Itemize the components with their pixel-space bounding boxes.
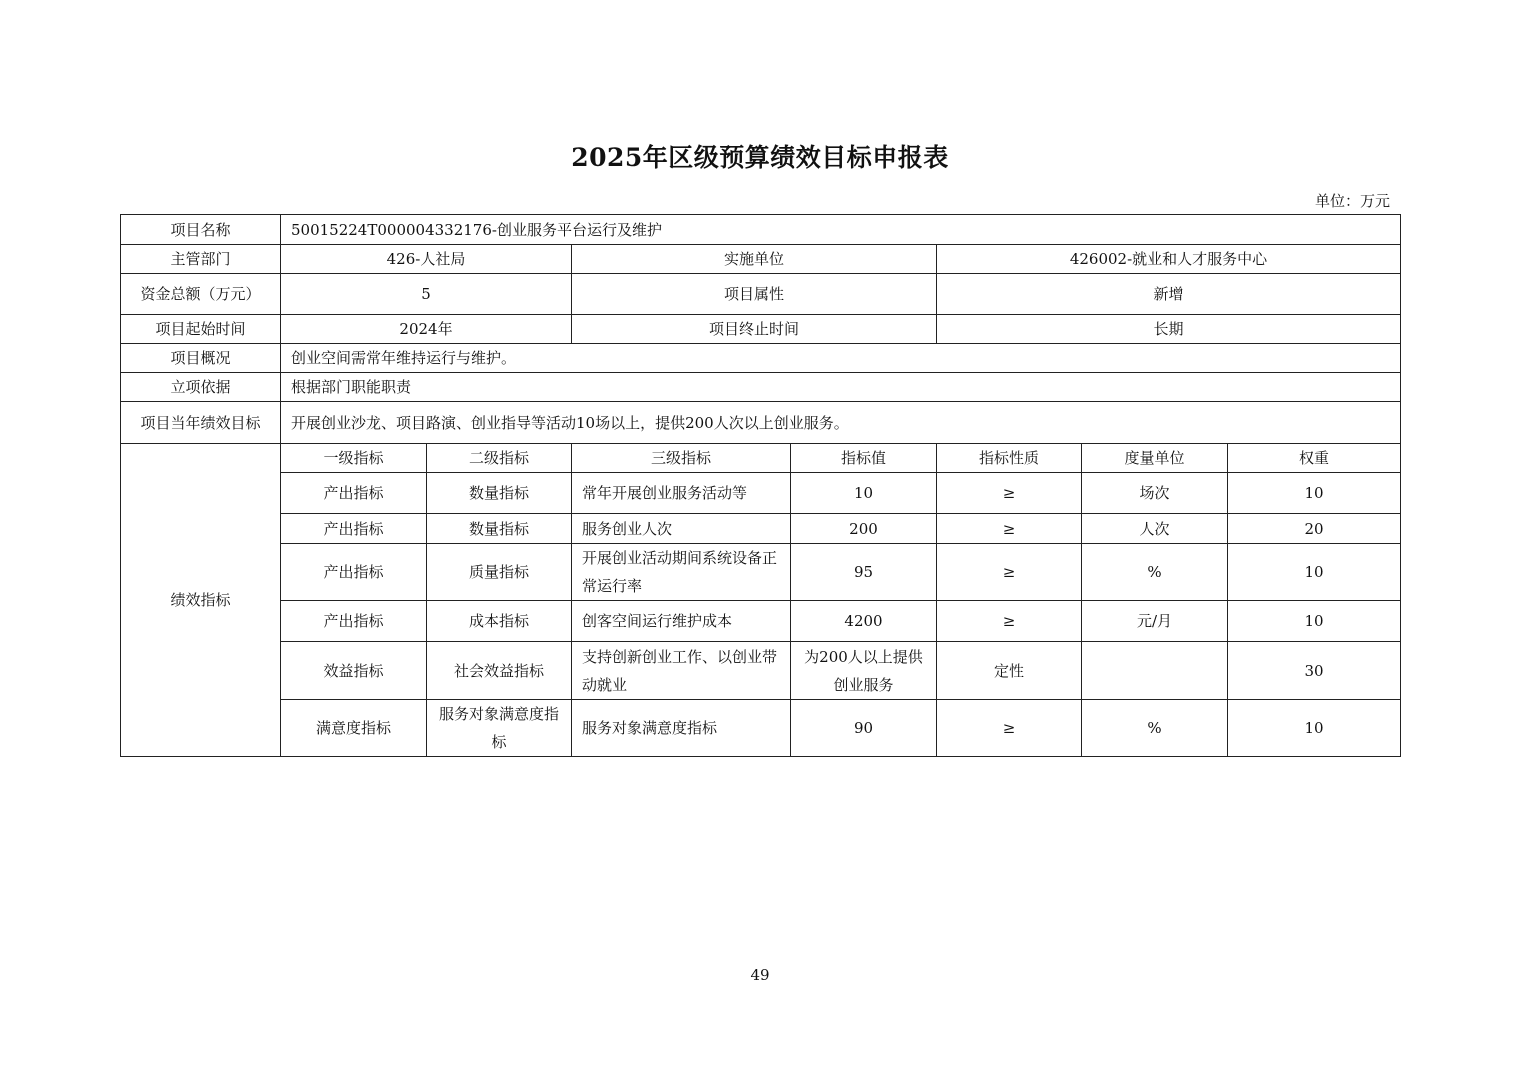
indicator-nature: ≥	[937, 700, 1082, 757]
indicator-value: 90	[791, 700, 937, 757]
indicator-row	[121, 544, 1401, 601]
indicator-level3: 开展创业活动期间系统设备正常运行率	[572, 544, 791, 601]
indicator-value: 10	[791, 473, 937, 514]
row-department	[121, 245, 1401, 274]
header-level2: 二级指标	[427, 444, 572, 473]
indicator-level3: 服务对象满意度指标	[572, 700, 791, 757]
row-funds	[121, 274, 1401, 315]
indicator-row	[121, 642, 1401, 700]
project-name-value: 50015224T000004332176-创业服务平台运行及维护	[281, 215, 1401, 245]
indicator-level3: 支持创新创业工作、以创业带动就业	[572, 642, 791, 700]
unit-label: 单位：万元	[1314, 192, 1390, 210]
document-title: 2025年区级预算绩效目标申报表	[571, 143, 949, 172]
header-level1: 一级指标	[281, 444, 427, 473]
header-unit: 度量单位	[1082, 444, 1228, 473]
indicator-weight: 10	[1228, 601, 1401, 642]
header-level3: 三级指标	[572, 444, 791, 473]
indicator-unit: %	[1082, 700, 1228, 757]
indicator-unit: 元/月	[1082, 601, 1228, 642]
indicator-weight: 20	[1228, 514, 1401, 544]
total-funds-value: 5	[281, 274, 572, 315]
total-funds-label: 资金总额（万元）	[121, 274, 281, 315]
indicator-level2: 数量指标	[427, 514, 572, 544]
indicator-value: 95	[791, 544, 937, 601]
header-weight: 权重	[1228, 444, 1401, 473]
row-project-name	[121, 215, 1401, 245]
indicator-unit: %	[1082, 544, 1228, 601]
indicator-level3: 常年开展创业服务活动等	[572, 473, 791, 514]
indicator-value: 为200人以上提供创业服务	[791, 642, 937, 700]
row-dates	[121, 315, 1401, 344]
goal-label: 项目当年绩效目标	[121, 402, 281, 444]
indicator-row	[121, 700, 1401, 757]
indicator-nature: ≥	[937, 601, 1082, 642]
implementer-value: 426002-就业和人才服务中心	[937, 245, 1401, 274]
indicator-level2: 成本指标	[427, 601, 572, 642]
indicator-level1: 产出指标	[281, 544, 427, 601]
row-goal	[121, 402, 1401, 444]
indicator-unit: 场次	[1082, 473, 1228, 514]
indicator-level1: 产出指标	[281, 514, 427, 544]
indicator-value: 4200	[791, 601, 937, 642]
budget-performance-table	[120, 214, 1401, 757]
indicator-row	[121, 514, 1401, 544]
indicator-level1: 产出指标	[281, 473, 427, 514]
indicator-weight: 10	[1228, 700, 1401, 757]
attribute-value: 新增	[937, 274, 1401, 315]
indicator-level2: 社会效益指标	[427, 642, 572, 700]
header-value: 指标值	[791, 444, 937, 473]
indicators-section-label: 绩效指标	[121, 444, 281, 757]
basis-value: 根据部门职能职责	[281, 373, 1401, 402]
indicator-nature: ≥	[937, 473, 1082, 514]
indicator-level1: 产出指标	[281, 601, 427, 642]
indicator-level2: 数量指标	[427, 473, 572, 514]
project-name-label: 项目名称	[121, 215, 281, 245]
row-overview	[121, 344, 1401, 373]
indicator-unit: 人次	[1082, 514, 1228, 544]
indicator-nature: ≥	[937, 514, 1082, 544]
indicator-value: 200	[791, 514, 937, 544]
goal-value: 开展创业沙龙、项目路演、创业指导等活动10场以上，提供200人次以上创业服务。	[281, 402, 1401, 444]
indicator-weight: 30	[1228, 642, 1401, 700]
indicator-row	[121, 473, 1401, 514]
department-label: 主管部门	[121, 245, 281, 274]
end-label: 项目终止时间	[572, 315, 937, 344]
indicator-weight: 10	[1228, 473, 1401, 514]
attribute-label: 项目属性	[572, 274, 937, 315]
overview-value: 创业空间需常年维持运行与维护。	[281, 344, 1401, 373]
indicator-level2: 质量指标	[427, 544, 572, 601]
page-number: 49	[750, 966, 770, 984]
implementer-label: 实施单位	[572, 245, 937, 274]
indicator-header-row	[121, 444, 1401, 473]
department-value: 426-人社局	[281, 245, 572, 274]
indicator-nature: ≥	[937, 544, 1082, 601]
indicator-level1: 满意度指标	[281, 700, 427, 757]
header-nature: 指标性质	[937, 444, 1082, 473]
indicator-level3: 服务创业人次	[572, 514, 791, 544]
indicator-level1: 效益指标	[281, 642, 427, 700]
indicator-weight: 10	[1228, 544, 1401, 601]
row-basis	[121, 373, 1401, 402]
indicator-row	[121, 601, 1401, 642]
indicator-nature: 定性	[937, 642, 1082, 700]
indicator-unit	[1082, 642, 1228, 700]
indicator-level3: 创客空间运行维护成本	[572, 601, 791, 642]
basis-label: 立项依据	[121, 373, 281, 402]
indicator-level2: 服务对象满意度指标	[427, 700, 572, 757]
start-label: 项目起始时间	[121, 315, 281, 344]
end-value: 长期	[937, 315, 1401, 344]
overview-label: 项目概况	[121, 344, 281, 373]
start-value: 2024年	[281, 315, 572, 344]
